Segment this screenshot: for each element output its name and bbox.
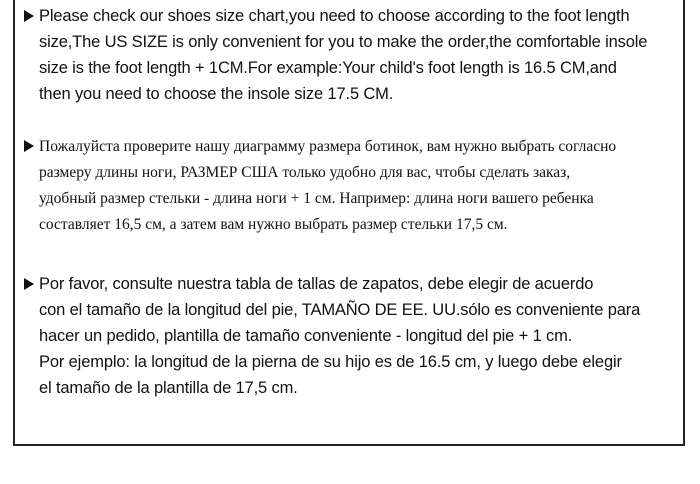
size-note-russian (24, 134, 674, 238)
size-note-english-line-1: Please check our shoes size chart,you need to choose according to the foot length (24, 3, 674, 29)
size-note-spanish-line-4: Por ejemplo: la longitud de la pierna de su hijo es de 16.5 cm, y luego debe elegir (39, 353, 622, 371)
triangle-bullet-icon (24, 278, 34, 290)
size-note-spanish-line-5: el tamaño de la plantilla de 17,5 cm. (39, 379, 298, 397)
size-note-spanish-line-3: hacer un pedido, plantilla de tamaño conveniente - longitud del pie + 1 cm. (39, 327, 573, 345)
size-note-english-line-4: then you need to choose the insole size 17.5 CM. (39, 85, 394, 103)
size-note-spanish-line-2: con el tamaño de la longitud del pie, TAMAÑO DE EE. UU.sólo es conveniente para (39, 301, 641, 319)
size-note-russian-line-1: Пожалуйста проверите нашу диаграмму размера ботинок, вам нужно выбрать согласно (24, 134, 674, 160)
size-note-english-line-2: size,The US SIZE is only convenient for you to make the order,the comfortable insole (39, 33, 648, 51)
size-note-russian-line-2: размеру длины ноги, РАЗМЕР США только удобно для вас, чтобы сделать заказ, (39, 164, 571, 181)
size-note-english (24, 3, 674, 107)
triangle-bullet-icon (24, 140, 34, 152)
size-note-russian-line-3: удобный размер стельки - длина ноги + 1 см. Например: длина ноги вашего ребенка (39, 190, 594, 207)
triangle-bullet-icon (24, 10, 34, 22)
size-note-russian-line-4: составляет 16,5 см, а затем вам нужно выбрать размер стельки 17,5 см. (39, 216, 508, 233)
size-note-spanish-line-1: Por favor, consulte nuestra tabla de tallas de zapatos, debe elegir de acuerdo (24, 271, 674, 297)
size-note-english-line-3: size is the foot length + 1CM.For example:Your child's foot length is 16.5 CM,and (39, 59, 617, 77)
size-note-spanish (24, 271, 674, 401)
